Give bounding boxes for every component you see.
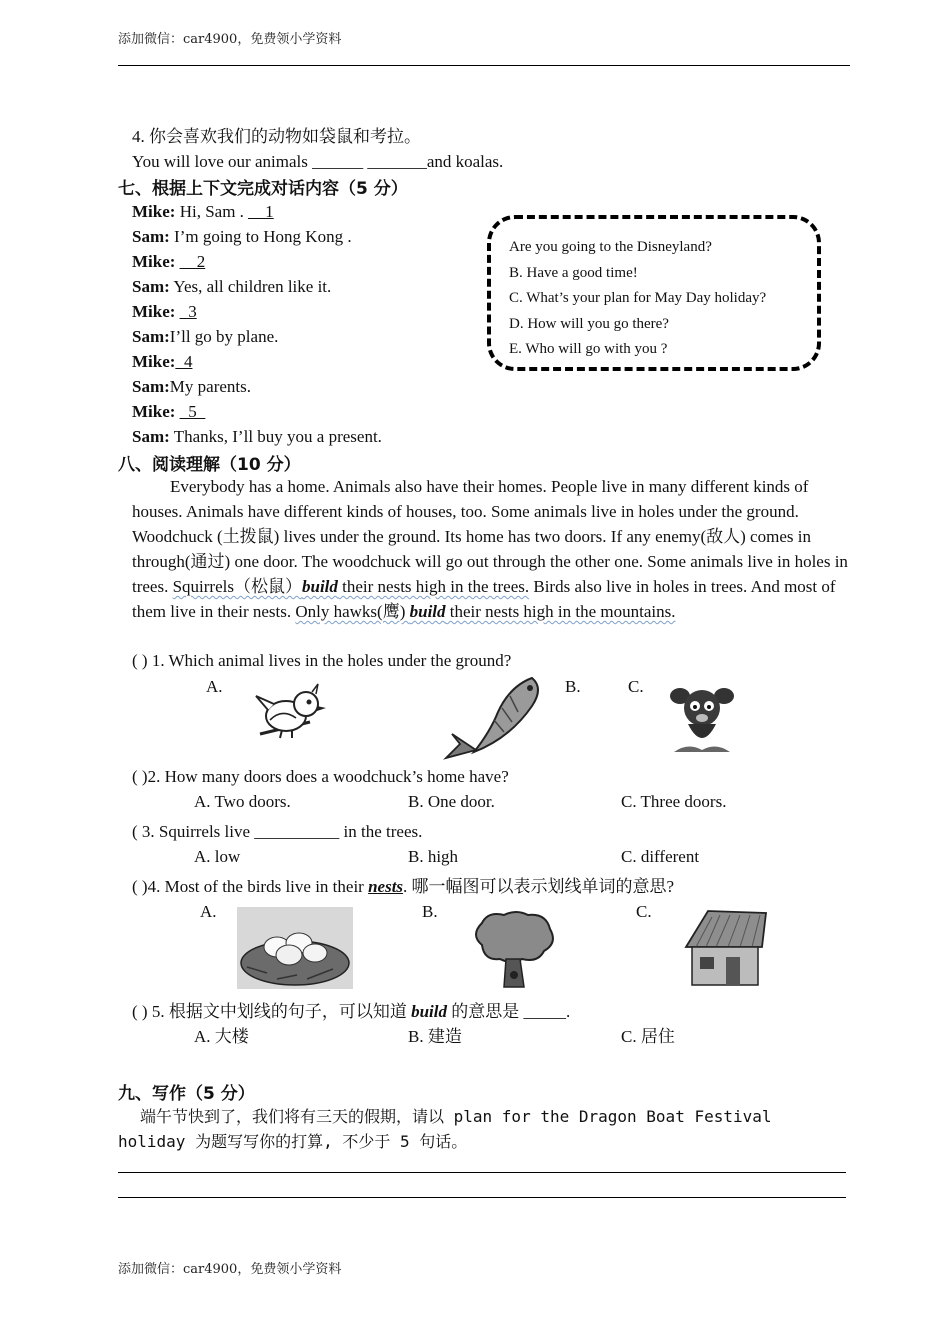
- q3-option-a: A. low: [194, 847, 241, 866]
- underlined-sentence-2: Only hawks(鹰) build their nests high in the mountains.: [295, 602, 676, 621]
- question-3: ( 3. Squirrels live __________ in the trees.: [132, 822, 423, 841]
- q4-option-c: C.: [636, 902, 652, 921]
- house-icon: [682, 907, 768, 989]
- reading-passage: Everybody has a home. Animals also have their homes. People live in many different kinds of houses. Animals have different kinds of houses, too. Some animals live in holes under the ground. Woodchuck (土拨鼠) lives under the ground. Its home has two doors. If any enemy(敌人) comes in through(通过) one door. The woodchuck will go out through the other one. Some animals live in holes in trees. Squirrels（松鼠）build their nests high in the trees. Birds also live in holes in trees. And most of them live in their nests. Only hawks(鹰) build their nests high in the mountains.: [132, 477, 848, 621]
- writing-prompt-line-1: 端午节快到了，我们将有三天的假期，请以 plan for the Dragon Boat Festival: [140, 1107, 772, 1126]
- q4-option-b: B.: [422, 902, 438, 921]
- dialog-line: Sam: Thanks, I’ll buy you a present.: [132, 427, 382, 446]
- q1-option-c: C.: [628, 677, 644, 696]
- option-a: Are you going to the Disneyland?: [509, 239, 712, 255]
- nest-icon: [237, 907, 353, 989]
- question-5: ( ) 5. 根据文中划线的句子，可以知道 build 的意思是 _____.: [132, 1002, 571, 1021]
- q4-english: You will love our animals ______ _______and koalas.: [132, 152, 504, 171]
- q5-option-b: B. 建造: [408, 1027, 462, 1046]
- option-c: C. What’s your plan for May Day holiday?: [509, 290, 767, 306]
- dialog-line: Mike: _3: [132, 302, 197, 321]
- underlined-word-nests: nests: [368, 877, 404, 896]
- question-4: ( )4. Most of the birds live in their nests. 哪一幅图可以表示划线单词的意思?: [132, 877, 675, 896]
- section-7-title: 七、根据上下文完成对话内容（5 分）: [118, 179, 408, 199]
- dialog-line: Mike:_4: [132, 352, 193, 371]
- page-footer: 添加微信：car4900，免费领小学资料: [118, 1262, 342, 1277]
- section-8-title: 八、阅读理解（10 分）: [118, 455, 301, 475]
- header-rule: [118, 65, 850, 66]
- q2-option-b: B. One door.: [408, 792, 495, 811]
- dialog-line: Sam: Yes, all children like it.: [132, 277, 332, 296]
- dialog-line: Mike: Hi, Sam . __1: [132, 202, 274, 221]
- q1-option-b: B.: [565, 677, 581, 696]
- q3-option-b: B. high: [408, 847, 459, 866]
- option-d: D. How will you go there?: [509, 316, 669, 332]
- q2-option-c: C. Three doors.: [621, 792, 727, 811]
- q1-option-a: A.: [206, 677, 223, 696]
- dialog-line: Sam:I’ll go by plane.: [132, 327, 279, 346]
- dialog-line: Mike: __2: [132, 252, 206, 271]
- dialog-line: Sam:My parents.: [132, 377, 251, 396]
- question-1: ( ) 1. Which animal lives in the holes under the ground?: [132, 651, 512, 670]
- dialog-line: Sam: I’m going to Hong Kong .: [132, 227, 352, 246]
- option-e: E. Who will go with you ?: [509, 341, 668, 357]
- q2-option-a: A. Two doors.: [194, 792, 291, 811]
- q3-option-c: C. different: [621, 847, 700, 866]
- q5-option-c: C. 居住: [621, 1027, 675, 1046]
- tree-icon: [468, 909, 558, 991]
- underlined-sentence-1: Squirrels（松鼠）build their nests high in the trees.: [172, 577, 530, 596]
- q4-chinese: 4. 你会喜欢我们的动物如袋鼠和考拉。: [132, 127, 421, 146]
- q5-option-a: A. 大楼: [194, 1027, 249, 1046]
- fish-icon: [440, 672, 550, 770]
- dialog-line: Mike: _5_: [132, 402, 206, 421]
- writing-line[interactable]: [118, 1172, 846, 1173]
- writing-line[interactable]: [118, 1197, 846, 1198]
- writing-prompt-line-2: holiday 为题写写你的打算, 不少于 5 句话。: [118, 1132, 468, 1151]
- option-b: B. Have a good time!: [509, 265, 638, 281]
- page-header: 添加微信：car4900，免费领小学资料: [118, 32, 342, 47]
- options-box: [487, 215, 821, 371]
- woodchuck-icon: [668, 682, 736, 754]
- q4-option-a: A.: [200, 902, 217, 921]
- question-2: ( )2. How many doors does a woodchuck’s home have?: [132, 767, 509, 786]
- section-9-title: 九、写作（5 分）: [118, 1084, 255, 1104]
- bird-icon: [252, 682, 332, 758]
